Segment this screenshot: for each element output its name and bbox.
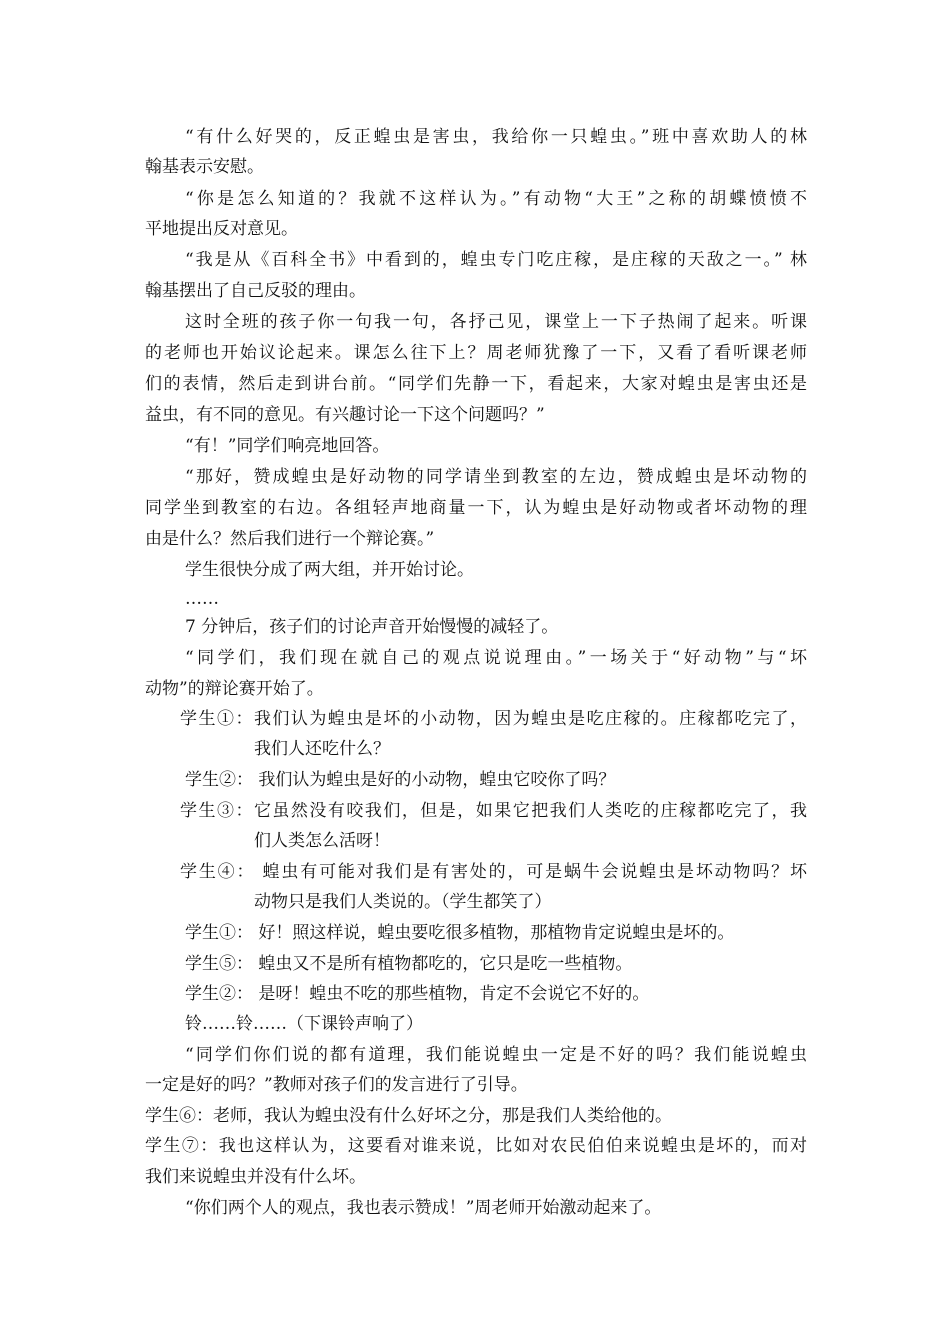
text-line: 这时全班的孩子你一句我一句，各抒己见，课堂上一下子热闹了起来。听课 <box>185 312 807 332</box>
text-line: “你们两个人的观点，我也表示赞成！”周老师开始激动起来了。 <box>185 1198 662 1218</box>
text-line: …… <box>185 589 219 609</box>
text-line: 翰基摆出了自己反驳的理由。 <box>145 281 366 301</box>
text-line: 的老师也开始议论起来。课怎么往下上？周老师犹豫了一下，又看了看听课老师 <box>145 343 807 363</box>
text-line: 益虫，有不同的意见。有兴趣讨论一下这个问题吗？” <box>145 405 545 425</box>
text-line: 们的表情，然后走到讲台前。“同学们先静一下，看起来，大家对蝗虫是害虫还是 <box>145 374 807 394</box>
text-line: 同学坐到教室的右边。各组轻声地商量一下，认为蝗虫是好动物或者坏动物的理 <box>145 498 807 518</box>
text-line: “我是从《百科全书》中看到的，蝗虫专门吃庄稼，是庄稼的天敌之一。” 林 <box>185 250 807 270</box>
text-line: 学生③：它虽然没有咬我们，但是，如果它把我们人类吃的庄稼都吃完了，我 <box>180 801 807 821</box>
text-line: 学生②： 我们认为蝗虫是好的小动物，蝗虫它咬你了吗？ <box>185 770 616 790</box>
text-line: 学生①： 好！照这样说，蝗虫要吃很多植物，那植物肯定说蝗虫是坏的。 <box>185 923 735 943</box>
text-line: 我们来说蝗虫并没有什么坏。 <box>145 1167 366 1187</box>
text-line: 我们人还吃什么？ <box>254 739 390 759</box>
text-line: 动物只是我们人类说的。（学生都笑了） <box>254 892 552 912</box>
text-line: “同学们，我们现在就自己的观点说说理由。”一场关于“好动物”与“坏 <box>185 648 807 668</box>
text-line: 学生④： 蝗虫有可能对我们是有害处的，可是蜗牛会说蝗虫是坏动物吗？坏 <box>180 862 807 882</box>
text-line: 学生很快分成了两大组，并开始讨论。 <box>185 560 474 580</box>
text-line: 平地提出反对意见。 <box>145 219 298 239</box>
text-line: 翰基表示安慰。 <box>145 157 264 177</box>
text-line: 学生⑤： 蝗虫又不是所有植物都吃的，它只是吃一些植物。 <box>185 954 633 974</box>
text-line: “同学们你们说的都有道理，我们能说蝗虫一定是不好的吗？我们能说蝗虫 <box>185 1045 807 1065</box>
text-line: 们人类怎么活呀！ <box>254 831 390 851</box>
text-line: 铃……铃……（下课铃声响了） <box>185 1014 423 1034</box>
text-line: 动物”的辩论赛开始了。 <box>145 679 324 699</box>
text-line: “有什么好哭的，反正蝗虫是害虫，我给你一只蝗虫。”班中喜欢助人的林 <box>185 127 807 147</box>
text-line: 7 分钟后，孩子们的讨论声音开始慢慢的减轻了。 <box>185 617 559 637</box>
text-line: “你是怎么知道的？我就不这样认为。”有动物“大王”之称的胡蝶愤愤不 <box>185 189 807 209</box>
text-line: 学生⑦：我也这样认为，这要看对谁来说，比如对农民伯伯来说蝗虫是坏的，而对 <box>145 1136 807 1156</box>
text-line: 学生②： 是呀！蝗虫不吃的那些植物，肯定不会说它不好的。 <box>185 984 650 1004</box>
text-line: “那好，赞成蝗虫是好动物的同学请坐到教室的左边，赞成蝗虫是坏动物的 <box>185 467 807 487</box>
text-line: 学生①：我们认为蝗虫是坏的小动物，因为蝗虫是吃庄稼的。庄稼都吃完了， <box>180 709 807 729</box>
text-line: 一定是好的吗？”教师对孩子们的发言进行了引导。 <box>145 1075 528 1095</box>
text-line: 学生⑥：老师，我认为蝗虫没有什么好坏之分，那是我们人类给他的。 <box>145 1106 672 1126</box>
text-line: “有！”同学们响亮地回答。 <box>185 436 390 456</box>
text-line: 由是什么？然后我们进行一个辩论赛。” <box>145 529 435 549</box>
